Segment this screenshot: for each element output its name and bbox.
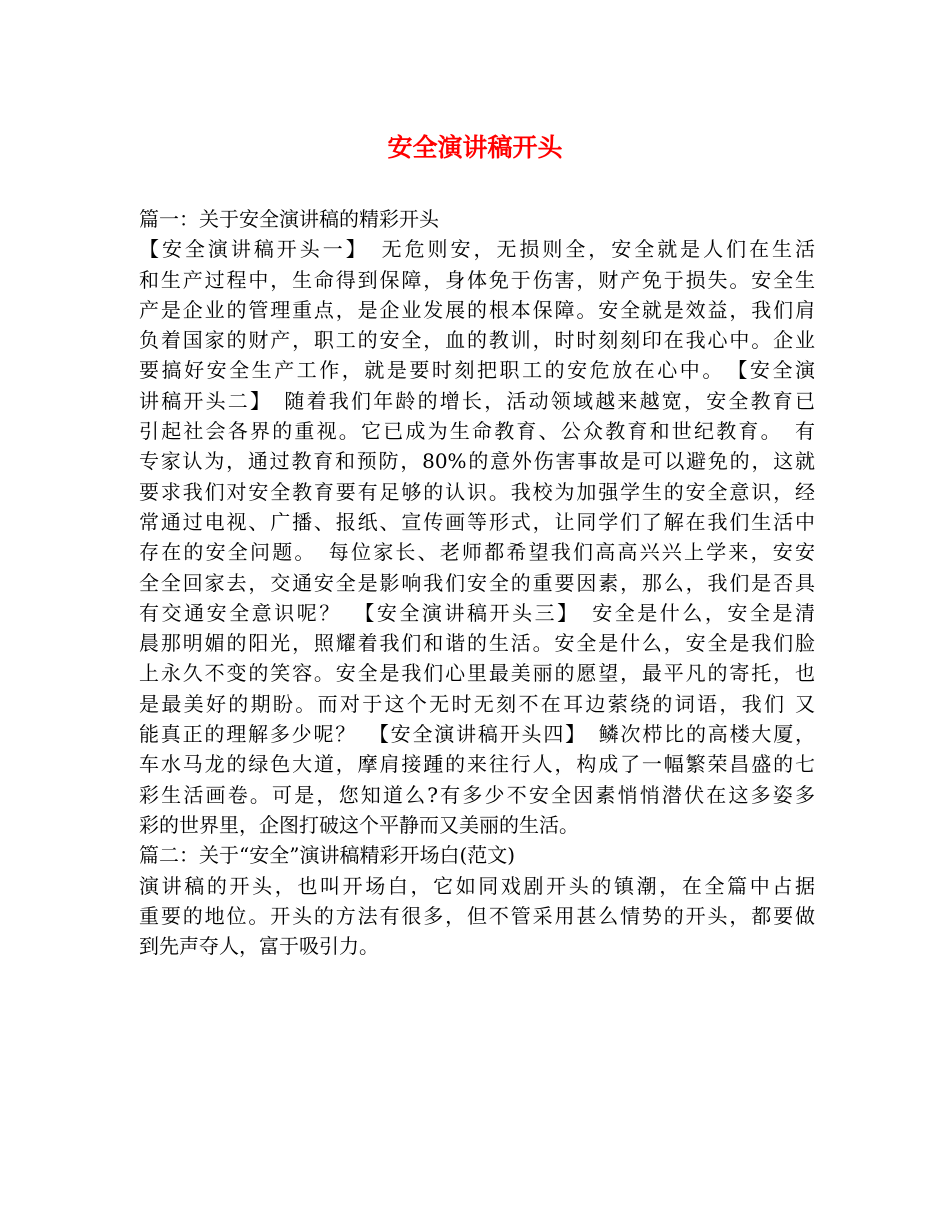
text-line: 全全回家去，交通安全是影响我们安全的重要因素，那么，我们是否具 (139, 570, 815, 595)
text-line: 和生产过程中，生命得到保障，身体免于伤害，财产免于损失。安全生 (139, 267, 815, 292)
text-line: 到先声夺人，富于吸引力。 (139, 934, 379, 959)
text-line: 上永久不变的笑容。安全是我们心里最美丽的愿望，最平凡的寄托，也 (139, 661, 815, 686)
text-line: 存在的安全问题。 每位家长、老师都希望我们高高兴兴上学来，安安 (139, 540, 815, 565)
section-heading: 篇一：关于安全演讲稿的精彩开头 (139, 207, 439, 231)
text-line: 有交通安全意识呢？ 【安全演讲稿开头三】 安全是什么，安全是清 (139, 600, 815, 625)
text-line: 要求我们对安全教育要有足够的认识。我校为加强学生的安全意识，经 (139, 479, 815, 504)
text-line: 晨那明媚的阳光，照耀着我们和谐的生活。安全是什么，安全是我们脸 (139, 631, 815, 656)
text-line: 彩的世界里，企图打破这个平静而又美丽的生活。 (139, 812, 579, 837)
text-line: 讲稿开头二】 随着我们年龄的增长，活动领域越来越宽，安全教育已 (139, 388, 815, 413)
text-line: 【安全演讲稿开头一】 无危则安，无损则全，安全就是人们在生活 (139, 237, 815, 262)
text-line: 常通过电视、广播、报纸、宣传画等形式，让同学们了解在我们生活中 (139, 509, 815, 534)
text-line: 负着国家的财产，职工的安全，血的教训，时时刻刻印在我心中。企业 (139, 328, 815, 353)
document-title: 安全演讲稿开头 (387, 133, 563, 162)
text-line: 重要的地位。开头的方法有很多，但不管采用甚么情势的开头，都要做 (139, 903, 815, 928)
text-line: 引起社会各界的重视。它已成为生命教育、公众教育和世纪教育。 有 (139, 419, 815, 444)
document-body (139, 204, 815, 961)
text-line: 产是企业的管理重点，是企业发展的根本保障。安全就是效益，我们肩 (139, 297, 815, 322)
text-line: 演讲稿的开头，也叫开场白，它如同戏剧开头的镇潮，在全篇中占据 (139, 873, 815, 898)
text-line: 是最美好的期盼。而对于这个无时无刻不在耳边萦绕的词语，我们 又 (139, 691, 815, 716)
section-heading: 篇二：关于“安全”演讲稿精彩开场白(范文) (139, 843, 516, 868)
text-line: 彩生活画卷。可是，您知道么?有多少不安全因素悄悄潜伏在这多姿多 (139, 782, 815, 807)
text-line: 专家认为，通过教育和预防，80%的意外伤害事故是可以避免的，这就 (139, 449, 815, 474)
text-line: 车水马龙的绿色大道，摩肩接踵的来往行人，构成了一幅繁荣昌盛的七 (139, 752, 815, 777)
text-line: 能真正的理解多少呢？ 【安全演讲稿开头四】 鳞次栉比的高楼大厦， (139, 722, 815, 747)
text-line: 要搞好安全生产工作，就是要时刻把职工的安危放在心中。 【安全演 (139, 358, 815, 383)
